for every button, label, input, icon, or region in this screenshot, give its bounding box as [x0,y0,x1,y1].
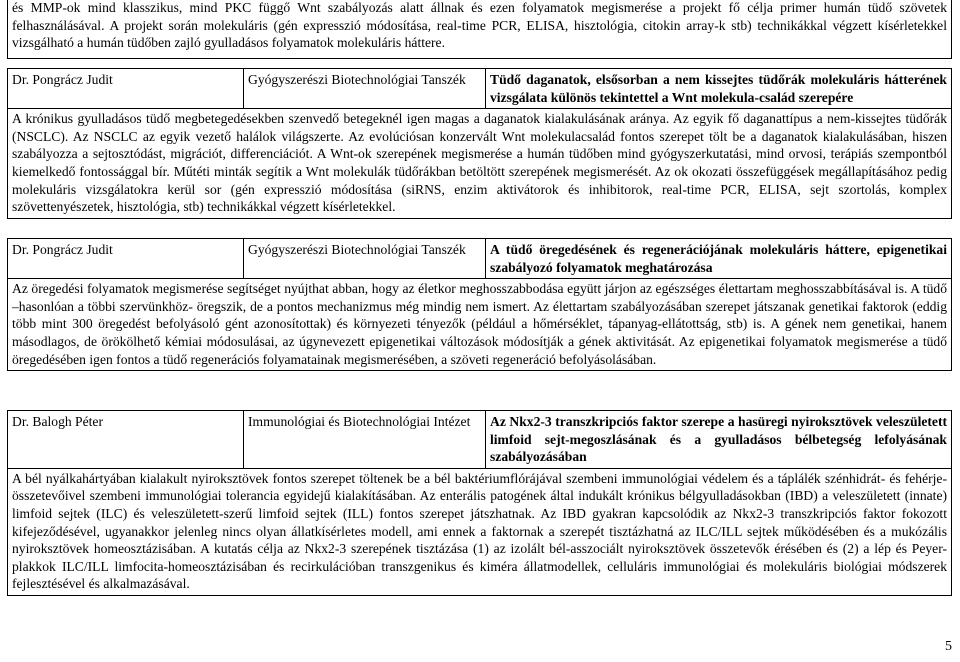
project-title: A tüdő öregedésének és regenerációjának molekuláris háttere, epigenetikai szabályozó folyamatok meghatározása [490,242,947,275]
project-department: Gyógyszerészi Biotechnológiai Tanszék [244,239,486,278]
project-block-2 [7,238,952,371]
project-description: Az öregedési folyamatok megismerése segítséget nyújthat abban, hogy az életkor meghosszabbodása együtt járjon az egészséges élettartam meghosszabbításával is. A tüdő –hasonlóan a többi szervünkhöz- öregszik, de a pontos mechanizmus még mindig nem ismert. Az élettartam szabályozásában szerepet játszanak genetikai faktorok (eddig több mint 300 öregedést befolyásoló gént azonosítottak) és környezeti tényezők (például a hőmérséklet, tápanyag-ellátottság, stb) is. A gének nem genetikai, hanem másodlagos, de örökölhető kémiai módosulásai, az úgynevezett epigenetikai változások módosítják a gének aktivitását. Az epigenetikai folyamatok megismerése a tüdő öregedésében igen fontos a tüdő regenerációs folyamatainak megismerésében, a szöveti regeneráció befolyásolásában. [8,278,951,370]
project-department: Gyógyszerészi Biotechnológiai Tanszék [244,69,486,108]
project-author: Dr. Balogh Péter [8,411,244,468]
project-author: Dr. Pongrácz Judit [8,69,244,108]
project-block-1 [7,68,952,219]
project-department: Immunológiai és Biotechnológiai Intézet [244,411,486,468]
project-header [8,69,951,108]
page-number: 5 [945,639,952,655]
project-description: A krónikus gyulladásos tüdő megbetegedésekben szenvedő betegeknél igen magas a daganatok kialakulásának aránya. Az egyik fő daganattípus a nem-kissejtes tüdőrák (NSCLC). Az NSCLC az egyik vezető halálok világszerte. Az evolúciósan konzervált Wnt molekulacsalád fontos szerepet tölt be a daganatok kialakulásában, hiszen szabályozza a sejtosztódást, migrációt, differenciációt. A Wnt-ok szerepének megismerése a humán tüdőben mind gyógyszerkutatási, mind orvosi, terápiás szempontból kiemelkedő fontossággal bír. Műtéti minták segítik a Wnt molekulák tüdőrákban betöltött szerepének megismerését. Az ok okozati összefüggések megállapításához pedig molekuláris vizsgálatokra kerül sor (gén expresszió módosítása (siRNS, enzim aktivátorok és inhibitorok, real-time PCR, ELISA, sejt szortolás, komplex szövettenyészetek, hisztológia, stb) technikákkal végzett kísérletekkel. [8,108,951,218]
project-author: Dr. Pongrácz Judit [8,239,244,278]
project-block-3 [7,410,952,596]
project-header [8,239,951,278]
project-title: Az Nkx2-3 transzkripciós faktor szerepe a hasüregi nyiroksztövek veleszületett limfoid sejt-megoszlásának és a gyulladásos bélbetegség lefolyásának szabályozásában [490,414,947,465]
project-title: Tüdő daganatok, elsősorban a nem kissejtes tüdőrák molekuláris hátterének vizsgálata különös tekintettel a Wnt molekula-család szerepére [490,72,947,105]
intro-paragraph: és MMP-ok mind klasszikus, mind PKC függő Wnt szabályozás alatt állnak és ezen folyamatok megismerése a projekt fő célja primer humán tüdő szövetek felhasználásával. A projekt során molekuláris (gén expresszió módosítása, real-time PCR, ELISA, hisztológia, citokin array-k stb) technikákkal végzett kísérletekkel vizsgálható a humán tüdőben zajló gyulladásos folyamatok molekuláris háttere. [7,0,952,59]
project-header [8,411,951,468]
project-description: A bél nyálkahártyában kialakult nyiroksztövek fontos szerepet töltenek be a bél baktériumflórájával szembeni immunológiai védelem és a táplálék szénhidrát- és fehérje-összetevőivel szembeni immunológiai tolerancia egyidejű kialakításában. Az enterális patogének által indukált krónikus bélgyulladásokban (IBD) a veleszületett (innate) limfoid sejtek (ILC) és veleszületett-szerű limfoid sejtek (ILL) fontos szerepet játszhatnak. Az IBD gyakran kapcsolódik az Nkx2-3 transzkripciós faktor fokozott kifejeződésével, ugyanakkor jelenleg nincs olyan állatkísérletes modell, ami ennek a faktornak a szerepét tisztázhatná az ILC/ILL sejtek működésében és a mukózális nyiroksztövek homeosztázisában. A kutatás célja az Nkx2-3 szerepének tisztázása (1) az izolált bél-asszociált nyiroksztövek összetevők érésében és (2) a lép és Peyer-plakkok ILC/ILL limfocita-homeosztázisában és recirkulációban transzgenikus és kiméra állatmodellek, celluláris immunológiai és molekuláris biológiai módszerek fejlesztésével és alkalmazásával. [8,468,951,595]
